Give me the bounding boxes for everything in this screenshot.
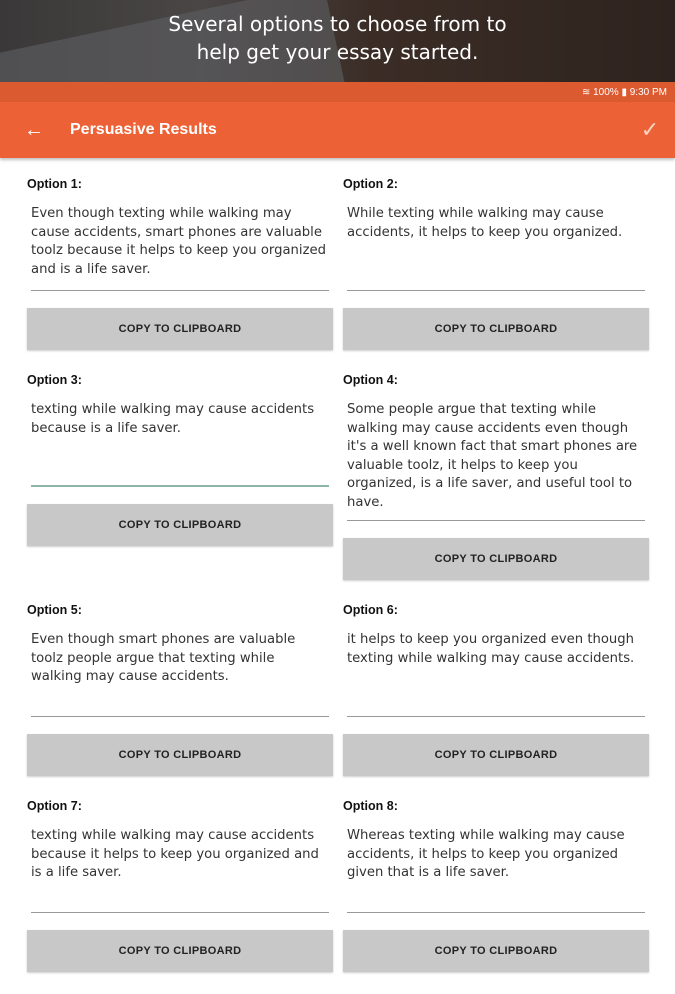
toolbar [0,102,675,158]
promo-banner [0,0,675,82]
option-label: Option 6: [343,603,398,617]
banner-caption-2: help get your essay started. [196,40,479,64]
option-label: Option 4: [343,373,398,387]
option-card [27,798,333,994]
copy-to-clipboard-button[interactable]: COPY TO CLIPBOARD [343,538,649,580]
options-grid [0,158,675,994]
check-icon[interactable]: ✓ [640,117,660,142]
option-text-field[interactable]: Whereas texting while walking may cause accidents, it helps to keep you organized given that is a life saver. [347,827,645,913]
option-label: Option 8: [343,799,398,813]
option-label: Option 1: [27,177,82,191]
page-title: Persuasive Results [70,121,217,138]
back-arrow-icon[interactable]: ← [24,118,44,141]
option-label: Option 3: [27,373,82,387]
option-card [343,798,649,994]
option-card [27,602,333,798]
copy-to-clipboard-button[interactable]: COPY TO CLIPBOARD [27,734,333,776]
option-card [343,372,649,602]
status-bar: ≋ 100% ▮ 9:30 PM [0,82,675,102]
option-card [343,602,649,798]
option-text-field[interactable]: While texting while walking may cause accidents, it helps to keep you organized. [347,205,645,291]
option-label: Option 2: [343,177,398,191]
banner-caption-1: Several options to choose from to [168,12,507,36]
option-text-field[interactable]: it helps to keep you organized even though texting while walking may cause accidents. [347,631,645,717]
option-card [27,372,333,602]
option-card [27,176,333,372]
option-label: Option 5: [27,603,82,617]
copy-to-clipboard-button[interactable]: COPY TO CLIPBOARD [343,734,649,776]
option-label: Option 7: [27,799,82,813]
option-card [343,176,649,372]
copy-to-clipboard-button[interactable]: COPY TO CLIPBOARD [343,308,649,350]
option-text-field[interactable]: Even though smart phones are valuable toolz people argue that texting while walking may cause accidents. [31,631,329,717]
option-text-field[interactable]: Even though texting while walking may cause accidents, smart phones are valuable toolz because it helps to keep you organized and is a life saver. [31,205,329,291]
copy-to-clipboard-button[interactable]: COPY TO CLIPBOARD [27,930,333,972]
copy-to-clipboard-button[interactable]: COPY TO CLIPBOARD [27,504,333,546]
option-text-field[interactable]: texting while walking may cause accidents because is a life saver. [31,401,329,487]
option-text-field[interactable]: Some people argue that texting while walking may cause accidents even though it's a well known fact that smart phones are valuable toolz, it helps to keep you organized, is a life saver, and useful tool to have. [347,401,645,521]
copy-to-clipboard-button[interactable]: COPY TO CLIPBOARD [343,930,649,972]
copy-to-clipboard-button[interactable]: COPY TO CLIPBOARD [27,308,333,350]
option-text-field[interactable]: texting while walking may cause accidents because it helps to keep you organized and is a life saver. [31,827,329,913]
